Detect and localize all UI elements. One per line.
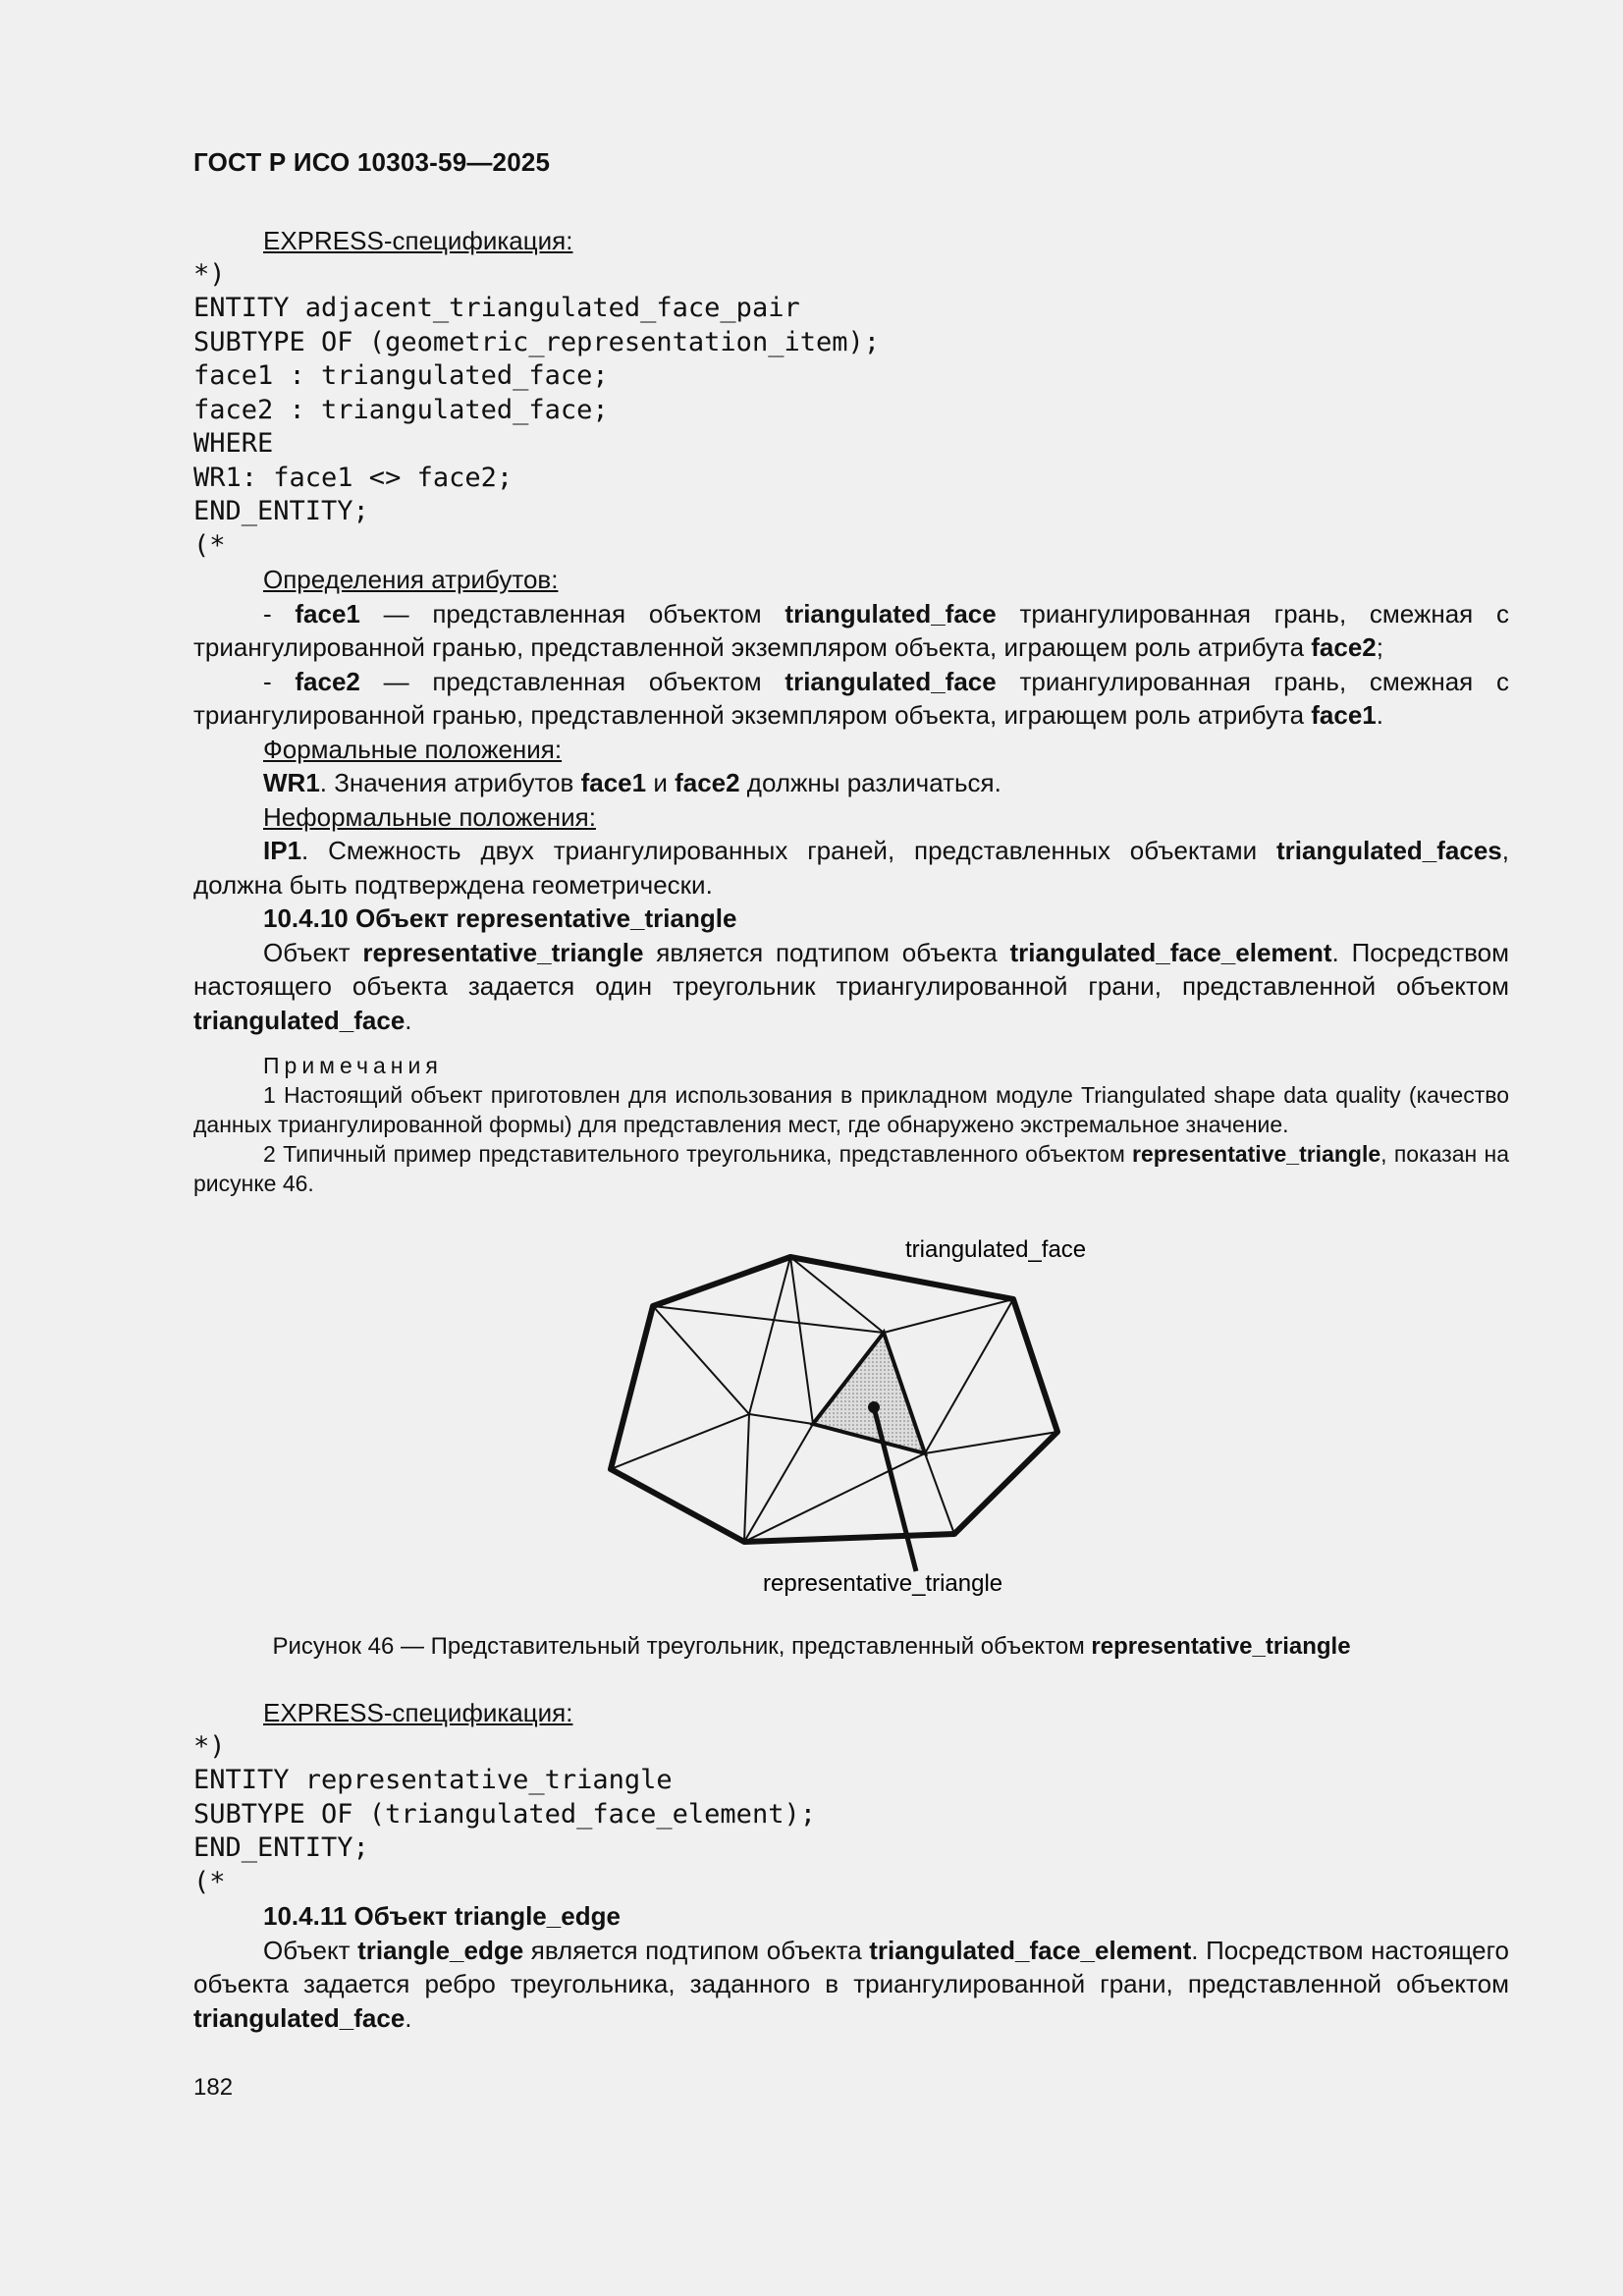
attributes-label: Определения атрибутов: xyxy=(263,565,559,594)
section-paragraph: Объект triangle_edge является подтипом объекта triangulated_face_element. Посредством настоящего объекта задается ребро треугольника, заданного в триангулированной грани, представленной объектом triangulated_face. xyxy=(193,1935,1509,2033)
code-line: WHERE xyxy=(193,428,274,459)
code-line: (* xyxy=(193,529,226,561)
code-line: face1 : triangulated_face; xyxy=(193,360,609,391)
section-paragraph: Объект representative_triangle является подтипом объекта triangulated_face_element. Посредством настоящего объекта задается один треугольник триангулированной грани, представленной объектом triangulated_face. xyxy=(193,937,1509,1035)
document-header: ГОСТ Р ИСО 10303-59—2025 xyxy=(193,147,551,177)
representative-triangle xyxy=(813,1333,925,1453)
code-line: ENTITY adjacent_triangulated_face_pair xyxy=(193,293,800,323)
note-1: 1 Настоящий объект приготовлен для использования в прикладном модуле Triangulated shape data quality (качество данных триангулированной формы) для представления мест, где обнаружено экстремальное значение. xyxy=(193,1082,1509,1137)
informal-label: Неформальные положения: xyxy=(263,801,596,832)
formal-label: Формальные положения: xyxy=(263,734,563,764)
code-line: face2 : triangulated_face; xyxy=(193,394,609,425)
notes-title: Примечания xyxy=(263,1053,443,1078)
code-line: SUBTYPE OF (geometric_representation_item); xyxy=(193,326,880,357)
code-line: END_ENTITY; xyxy=(193,1832,369,1863)
formal-rule: WR1. Значения атрибутов face1 и face2 должны различаться. xyxy=(263,768,1001,797)
triangulation-figure xyxy=(589,1228,1100,1601)
express-label: EXPRESS-спецификация: xyxy=(263,226,573,255)
section-heading: 10.4.10 Объект representative_triangle xyxy=(263,903,737,933)
express-label: EXPRESS-спецификация: xyxy=(263,1698,573,1727)
code-line: WR1: face1 <> face2; xyxy=(193,462,514,493)
attribute-face2: - face2 — представленная объектом triangulated_face триангулированная грань, смежная с триангулированной гранью, представленной экземпляром объекта, играющем роль атрибута face1. xyxy=(193,666,1509,730)
code-line: (* xyxy=(193,1866,226,1897)
express-spec-2 xyxy=(193,1696,1509,2035)
label-triangulated-face: triangulated_face xyxy=(905,1236,1087,1263)
code-line: ENTITY representative_triangle xyxy=(193,1765,673,1795)
code-line: END_ENTITY; xyxy=(193,496,369,526)
note-2: 2 Типичный пример представительного треугольника, представленного объектом representative_triangle, показан на рисунке 46. xyxy=(193,1141,1509,1196)
code-line: *) xyxy=(193,258,226,290)
code-line: *) xyxy=(193,1730,226,1762)
informal-rule: IP1. Смежность двух триангулированных граней, представленных объектами triangulated_faces, должна быть подтверждена геометрически. xyxy=(193,836,1509,900)
section-heading: 10.4.11 Объект triangle_edge xyxy=(263,1901,621,1931)
express-spec-1 xyxy=(193,224,1509,1198)
attribute-face1: - face1 — представленная объектом triangulated_face триангулированная грань, смежная с триангулированной гранью, представленной экземпляром объекта, играющем роль атрибута face2; xyxy=(193,598,1509,662)
label-representative-triangle: representative_triangle xyxy=(763,1570,1003,1597)
figure-caption: Рисунок 46 — Представительный треугольник, представленный объектом representative_triangle xyxy=(272,1633,1351,1660)
code-line: SUBTYPE OF (triangulated_face_element); xyxy=(193,1798,816,1830)
page-number: 182 xyxy=(193,2074,234,2101)
